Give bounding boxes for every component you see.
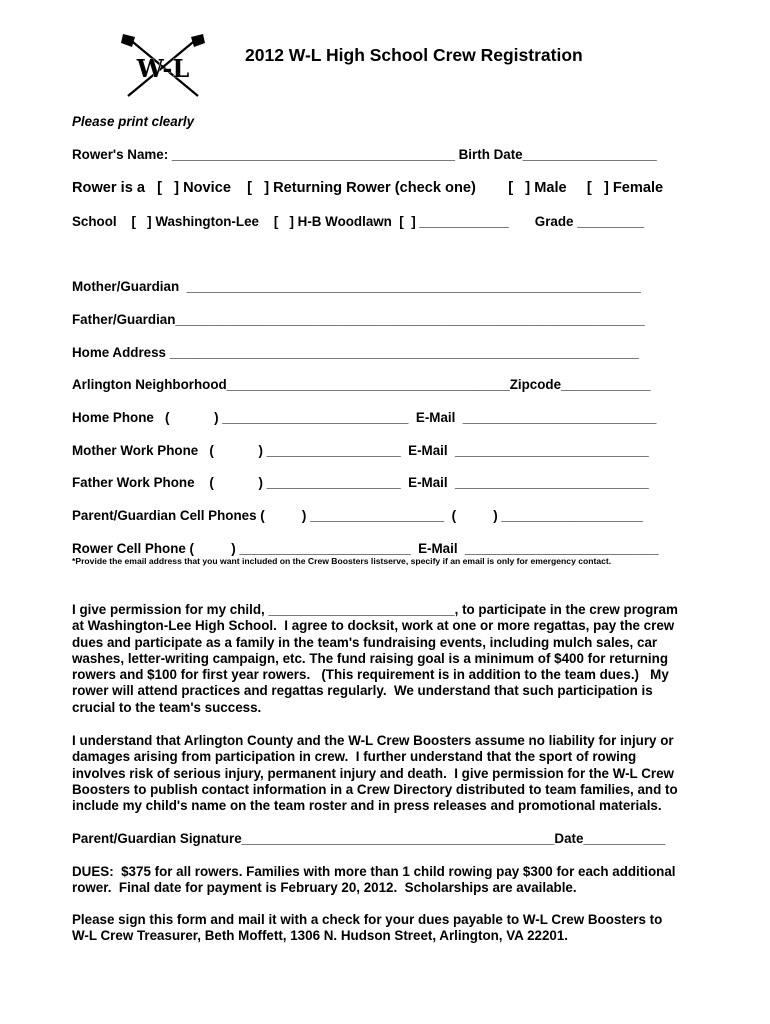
mailing-line: W-L Crew Treasurer, Beth Moffett, 1306 N. Hudson Street, Arlington, VA 22201. [72, 928, 569, 944]
permission-line: rower will attend practices and regattas regularly. We understand that such participation is [72, 683, 653, 699]
permission-line: rowers and $100 for first year rowers. (This requirement is in addition to the team dues.) My [72, 667, 669, 683]
email-footnote: *Provide the email address that you want included on the Crew Boosters listserve, specify if an email is only for emergency contact. [72, 556, 612, 566]
liability-line: I understand that Arlington County and the W-L Crew Boosters assume no liability for injury or [72, 733, 674, 748]
rower-type-checkboxes[interactable]: Rower is a [ ] Novice [ ] Returning Rower (check one) [ ] Male [ ] Female [72, 180, 664, 196]
neighborhood-zipcode-field[interactable]: Arlington Neighborhood______________________________________Zipcode____________ [72, 377, 651, 392]
permission-line: dues and participate as a family in the team's fundraising events, including mulch sales, car [72, 634, 658, 650]
permission-line: crucial to the team's success. [72, 699, 262, 715]
dues-line: DUES: $375 for all rowers. Families with more than 1 child rowing pay $300 for each additional [72, 864, 676, 879]
instruction-text: Please print clearly [72, 114, 195, 129]
page-title: 2012 W-L High School Crew Registration [245, 45, 583, 65]
mother-work-phone-field[interactable]: Mother Work Phone ( ) __________________ E-Mail __________________________ [72, 443, 649, 458]
father-work-phone-field[interactable]: Father Work Phone ( ) __________________ E-Mail __________________________ [72, 475, 649, 490]
rower-name-field[interactable]: Rower's Name: ______________________________________ Birth Date__________________ [72, 147, 657, 162]
liability-line: include my child's name on the team roster and in press releases and promotional materials. [72, 798, 662, 814]
school-checkboxes[interactable]: School [ ] Washington-Lee [ ] H-B Woodlawn [ ] ____________ Grade _________ [72, 214, 645, 229]
home-address-field[interactable]: Home Address _______________________________________________________________ [72, 345, 639, 360]
home-phone-email-field[interactable]: Home Phone ( ) _________________________ E-Mail __________________________ [72, 410, 657, 425]
liability-paragraph [72, 733, 712, 814]
dues-paragraph [72, 864, 712, 897]
dues-line: rower. Final date for payment is February 20, 2012. Scholarships are available. [72, 880, 577, 896]
permission-line: I give permission for my child, _________________________, to participate in the crew program [72, 602, 678, 617]
permission-line: washes, letter-writing campaign, etc. The fund raising goal is a minimum of $400 for returning [72, 650, 668, 666]
liability-line: involves risk of serious injury, permanent injury and death. I give permission for the W-L Crew [72, 765, 674, 781]
liability-line: damages arising from participation in crew. I further understand that the sport of rowing [72, 749, 637, 765]
logo-text: W-L [136, 54, 190, 83]
permission-line: at Washington-Lee High School. I agree to docksit, work at one or more regattas, pay the crew [72, 618, 675, 634]
mailing-line: Please sign this form and mail it with a check for your dues payable to W-L Crew Boosters to [72, 912, 663, 927]
mother-guardian-field[interactable]: Mother/Guardian _____________________________________________________________ [72, 279, 641, 294]
permission-paragraph [72, 602, 712, 716]
liability-line: Boosters to publish contact information in a Crew Directory distributed to team families, and to [72, 781, 678, 797]
mailing-paragraph [72, 912, 712, 945]
parent-signature-field[interactable]: Parent/Guardian Signature__________________________________________Date___________ [72, 831, 666, 846]
rower-cell-phone-field[interactable]: Rower Cell Phone ( ) _______________________ E-Mail __________________________ [72, 541, 659, 556]
father-guardian-field[interactable]: Father/Guardian_______________________________________________________________ [72, 312, 645, 327]
guardian-cell-phones-field[interactable]: Parent/Guardian Cell Phones ( ) __________________ ( ) ___________________ [72, 508, 643, 523]
crossed-oars-logo [118, 34, 208, 100]
